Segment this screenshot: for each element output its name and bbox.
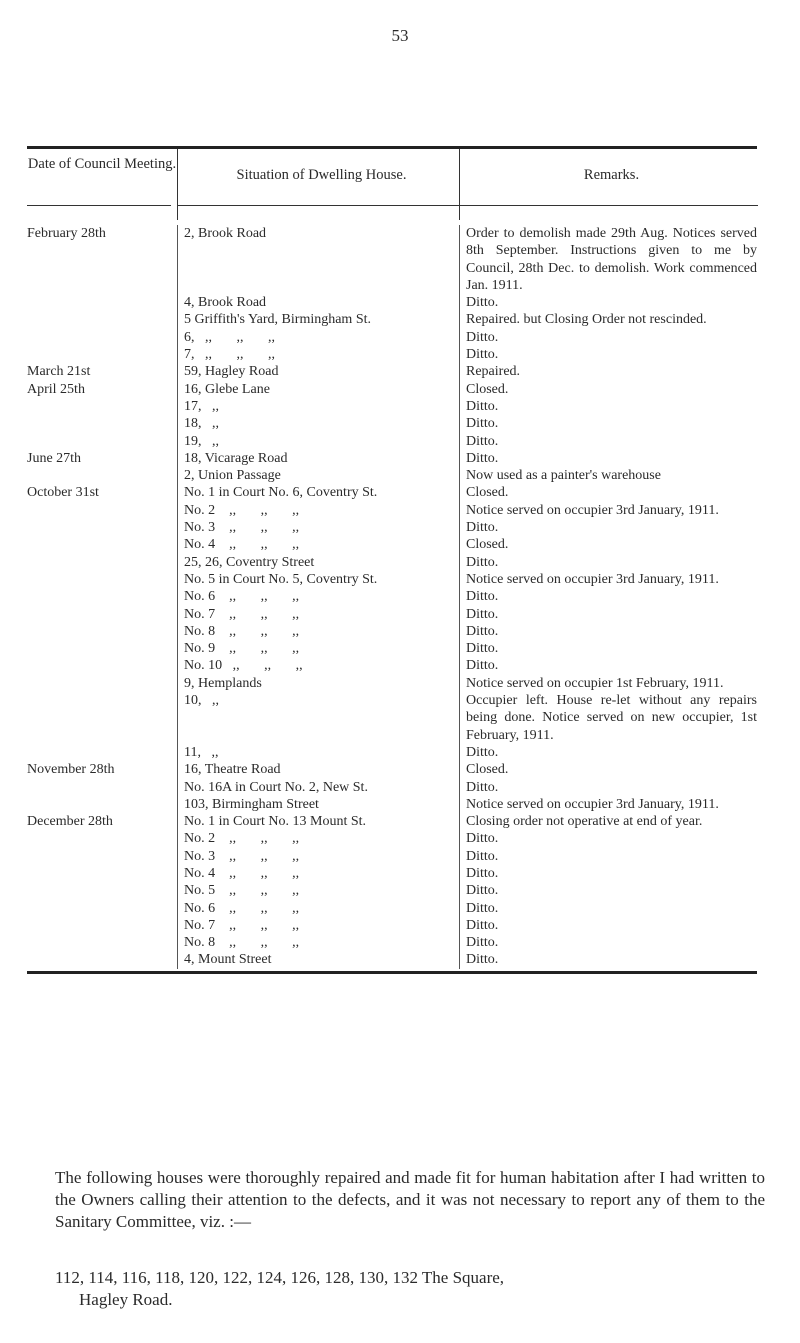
row-situation: 4, Brook Road	[177, 294, 459, 311]
table-row	[27, 519, 757, 536]
repaired-houses-list	[55, 1267, 775, 1311]
table-row	[27, 346, 757, 363]
table-row	[27, 900, 757, 917]
table-row	[27, 381, 757, 398]
table-row	[27, 779, 757, 796]
row-date	[27, 951, 177, 968]
row-date	[27, 571, 177, 588]
table-body	[27, 219, 757, 971]
row-remarks: Notice served on occupier 3rd January, 1911.	[459, 571, 757, 588]
table-row	[27, 225, 757, 294]
row-date: March 21st	[27, 364, 91, 380]
table-row	[27, 571, 757, 588]
table-row	[27, 692, 757, 744]
row-remarks: Ditto.	[459, 848, 757, 865]
table-row	[27, 848, 757, 865]
row-remarks: Occupier left. House re-let without any repairs being done. Notice served on new occupier, 1st February, 1911.	[459, 692, 757, 744]
row-situation: No. 3 ,, ,, ,,	[177, 848, 459, 865]
row-date	[27, 830, 177, 847]
row-remarks: Ditto.	[459, 588, 757, 605]
row-situation: 2, Brook Road	[177, 225, 459, 294]
row-date	[27, 415, 177, 432]
table-row	[27, 467, 757, 484]
row-date	[27, 657, 177, 674]
header-date: Date of Council Meeting.	[27, 156, 177, 172]
row-situation: No. 8 ,, ,, ,,	[177, 934, 459, 951]
row-remarks: Ditto.	[459, 623, 757, 640]
row-situation: No. 6 ,, ,, ,,	[177, 588, 459, 605]
row-remarks: Now used as a painter's warehouse	[459, 467, 757, 484]
house-list-line-2: Hagley Road.	[79, 1290, 173, 1309]
row-date	[27, 744, 177, 761]
row-date	[27, 882, 177, 899]
row-remarks: Order to demolish made 29th Aug. Notices served 8th September. Instructions given to me by Council, 28th Dec. to demolish. Work commenced Jan. 1911.	[459, 225, 757, 294]
row-remarks: Closed.	[459, 761, 757, 778]
row-date: February 28th	[27, 226, 106, 241]
row-remarks: Ditto.	[459, 865, 757, 882]
table-row	[27, 623, 757, 640]
row-remarks: Repaired.	[459, 363, 757, 380]
row-remarks: Ditto.	[459, 900, 757, 917]
header-remarks: Remarks.	[459, 149, 757, 205]
row-situation: No. 5 in Court No. 5, Coventry St.	[177, 571, 459, 588]
row-date	[27, 588, 177, 605]
row-date	[27, 536, 177, 553]
row-date	[27, 865, 177, 882]
table-row	[27, 433, 757, 450]
row-situation: No. 1 in Court No. 6, Coventry St.	[177, 484, 459, 501]
table-row	[27, 657, 757, 674]
row-remarks: Ditto.	[459, 951, 757, 968]
table-row	[27, 294, 757, 311]
row-situation: 19, ,,	[177, 433, 459, 450]
row-date	[27, 934, 177, 951]
row-remarks: Ditto.	[459, 917, 757, 934]
row-remarks: Ditto.	[459, 606, 757, 623]
row-situation: No. 16A in Court No. 2, New St.	[177, 779, 459, 796]
row-date	[27, 796, 177, 813]
row-situation: No. 4 ,, ,, ,,	[177, 865, 459, 882]
row-remarks: Repaired. but Closing Order not rescinded.	[459, 311, 757, 328]
row-situation: No. 7 ,, ,, ,,	[177, 917, 459, 934]
table-row	[27, 329, 757, 346]
row-date	[27, 917, 177, 934]
table-row	[27, 675, 757, 692]
row-date: June 27th	[27, 450, 82, 466]
row-remarks: Ditto.	[459, 830, 757, 847]
row-remarks: Ditto.	[459, 779, 757, 796]
table-row	[27, 311, 757, 328]
row-date	[27, 900, 177, 917]
table-row	[27, 830, 757, 847]
row-situation: 18, Vicarage Road	[177, 450, 459, 467]
row-date	[27, 467, 177, 484]
table-row	[27, 588, 757, 605]
page-number: 53	[391, 26, 409, 45]
row-remarks: Ditto.	[459, 554, 757, 571]
table-row	[27, 363, 757, 380]
header-situation: Situation of Dwelling House.	[177, 149, 459, 205]
table-row	[27, 865, 757, 882]
row-remarks: Ditto.	[459, 519, 757, 536]
row-date: November 28th	[27, 762, 115, 778]
table-row	[27, 813, 757, 830]
row-situation: 25, 26, Coventry Street	[177, 554, 459, 571]
table-row	[27, 917, 757, 934]
row-date	[27, 640, 177, 657]
row-date	[27, 433, 177, 450]
row-remarks: Ditto.	[459, 882, 757, 899]
row-date: December 28th	[27, 814, 113, 830]
row-remarks: Ditto.	[459, 433, 757, 450]
table-row	[27, 398, 757, 415]
table-row	[27, 484, 757, 501]
house-list-line-1: 112, 114, 116, 118, 120, 122, 124, 126, 128, 130, 132 The Square,	[55, 1268, 505, 1287]
dwelling-houses-table	[27, 146, 757, 974]
table-row	[27, 796, 757, 813]
row-situation: No. 9 ,, ,, ,,	[177, 640, 459, 657]
row-date	[27, 675, 177, 692]
row-date	[27, 606, 177, 623]
row-date	[27, 311, 177, 328]
row-date	[27, 294, 177, 311]
row-date	[27, 329, 177, 346]
row-date	[27, 346, 177, 363]
row-situation: No. 3 ,, ,, ,,	[177, 519, 459, 536]
row-situation: 6, ,, ,, ,,	[177, 329, 459, 346]
row-remarks: Ditto.	[459, 744, 757, 761]
row-situation: 10, ,,	[177, 692, 459, 744]
table-row	[27, 450, 757, 467]
row-remarks: Closed.	[459, 536, 757, 553]
row-remarks: Notice served on occupier 1st February, 1911.	[459, 675, 757, 692]
row-remarks: Ditto.	[459, 294, 757, 311]
row-date	[27, 623, 177, 640]
row-situation: 16, Theatre Road	[177, 761, 459, 778]
row-situation: 18, ,,	[177, 415, 459, 432]
row-date	[27, 554, 177, 571]
row-remarks: Closed.	[459, 484, 757, 501]
table-row	[27, 536, 757, 553]
row-remarks: Notice served on occupier 3rd January, 1911.	[459, 796, 757, 813]
table-row	[27, 951, 757, 968]
row-date	[27, 519, 177, 536]
row-remarks: Ditto.	[459, 415, 757, 432]
row-situation: 9, Hemplands	[177, 675, 459, 692]
row-remarks: Ditto.	[459, 398, 757, 415]
row-date: April 25th	[27, 381, 85, 397]
row-remarks: Ditto.	[459, 934, 757, 951]
table-row	[27, 554, 757, 571]
row-date	[27, 779, 177, 796]
row-situation: No. 10 ,, ,, ,,	[177, 657, 459, 674]
row-situation: No. 8 ,, ,, ,,	[177, 623, 459, 640]
row-situation: No. 7 ,, ,, ,,	[177, 606, 459, 623]
row-situation: 4, Mount Street	[177, 951, 459, 968]
row-situation: 103, Birmingham Street	[177, 796, 459, 813]
row-date	[27, 692, 177, 744]
repaired-houses-paragraph: The following houses were thoroughly repaired and made fit for human habitation after I had written to the Owners calling their attention to the defects, and it was not necessary to report any of them to the Sanitary Committee, viz. :—	[55, 1168, 765, 1231]
row-remarks: Closing order not operative at end of year.	[459, 813, 757, 830]
row-situation: No. 2 ,, ,, ,,	[177, 830, 459, 847]
table-row	[27, 761, 757, 778]
row-situation: No. 4 ,, ,, ,,	[177, 536, 459, 553]
table-header	[27, 149, 757, 205]
row-situation: No. 6 ,, ,, ,,	[177, 900, 459, 917]
row-situation: 59, Hagley Road	[177, 363, 459, 380]
row-situation: 2, Union Passage	[177, 467, 459, 484]
row-situation: 16, Glebe Lane	[177, 381, 459, 398]
table-row	[27, 882, 757, 899]
row-situation: 7, ,, ,, ,,	[177, 346, 459, 363]
row-date	[27, 502, 177, 519]
row-remarks: Ditto.	[459, 329, 757, 346]
table-row	[27, 744, 757, 761]
row-situation: No. 5 ,, ,, ,,	[177, 882, 459, 899]
row-situation: No. 2 ,, ,, ,,	[177, 502, 459, 519]
row-situation: 5 Griffith's Yard, Birmingham St.	[177, 311, 459, 328]
table-row	[27, 640, 757, 657]
row-remarks: Ditto.	[459, 640, 757, 657]
row-remarks: Ditto.	[459, 657, 757, 674]
row-remarks: Closed.	[459, 381, 757, 398]
row-date: October 31st	[27, 485, 99, 501]
header-underlines	[27, 205, 757, 219]
row-situation: No. 1 in Court No. 13 Mount St.	[177, 813, 459, 830]
table-row	[27, 606, 757, 623]
table-row	[27, 502, 757, 519]
table-row	[27, 415, 757, 432]
row-situation: 17, ,,	[177, 398, 459, 415]
row-remarks: Notice served on occupier 3rd January, 1911.	[459, 502, 757, 519]
row-date	[27, 848, 177, 865]
row-situation: 11, ,,	[177, 744, 459, 761]
row-remarks: Ditto.	[459, 346, 757, 363]
row-date	[27, 398, 177, 415]
table-row	[27, 934, 757, 951]
row-remarks: Ditto.	[459, 450, 757, 467]
